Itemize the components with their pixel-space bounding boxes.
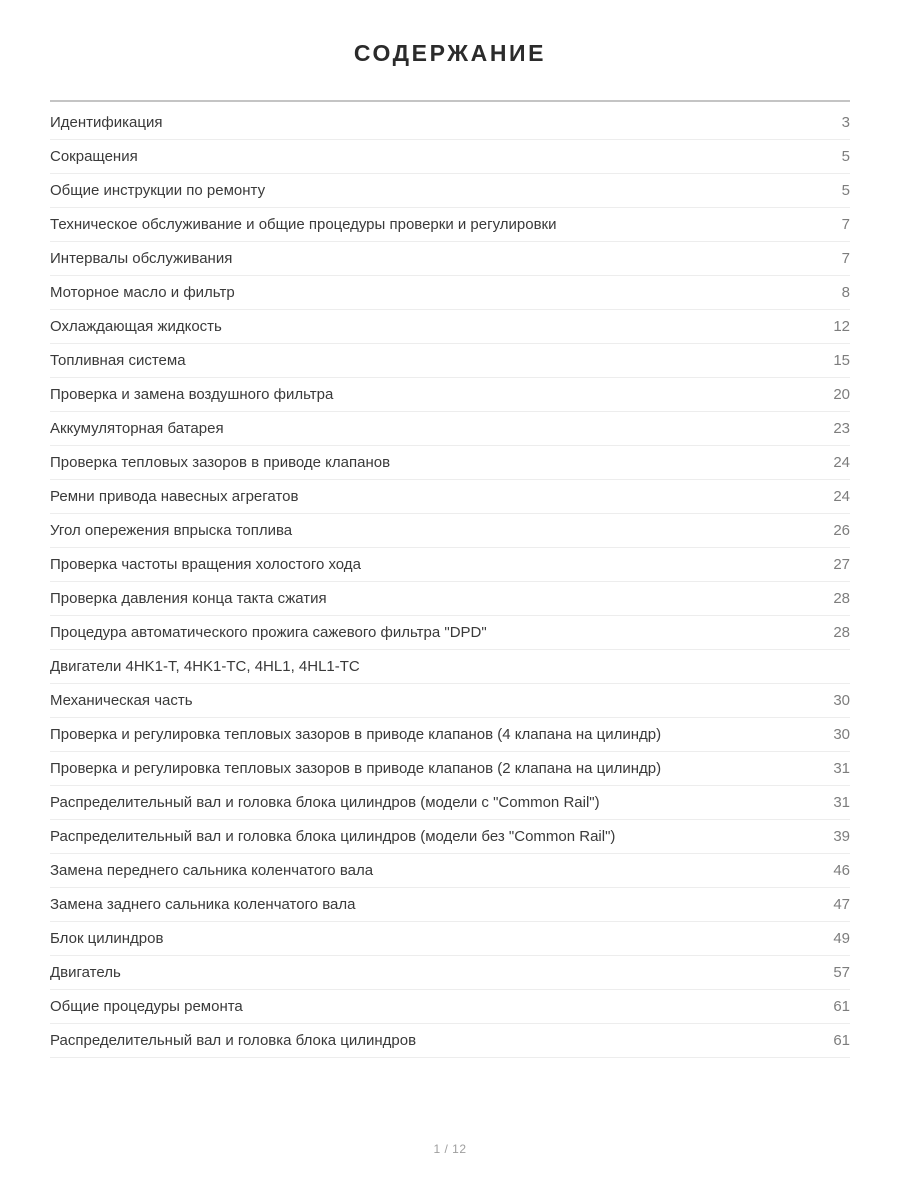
toc-entry-label[interactable]: Двигатели 4HK1-T, 4HK1-TC, 4HL1, 4HL1-TC [50,658,360,675]
toc-entry-page-number: 31 [833,760,850,777]
toc-row[interactable] [50,1024,850,1058]
toc-entry-label[interactable]: Моторное масло и фильтр [50,284,235,301]
toc-row[interactable] [50,820,850,854]
toc-entry-page-number: 39 [833,828,850,845]
toc-row[interactable] [50,140,850,174]
toc-entry-label[interactable]: Блок цилиндров [50,930,164,947]
toc-entry-page-number: 28 [833,624,850,641]
toc-entry-label[interactable]: Замена переднего сальника коленчатого вала [50,862,374,879]
toc-entry-label[interactable]: Ремни привода навесных агрегатов [50,488,299,505]
toc-entry-label[interactable]: Замена заднего сальника коленчатого вала [50,896,356,913]
toc-row[interactable] [50,344,850,378]
toc-row[interactable] [50,854,850,888]
toc-row[interactable] [50,650,850,684]
toc-row[interactable] [50,582,850,616]
toc-row[interactable] [50,480,850,514]
toc-entry-page-number: 28 [833,590,850,607]
toc-entry-label[interactable]: Распределительный вал и головка блока цилиндров (модели без "Common Rail") [50,828,616,845]
toc-entry-page-number: 5 [841,182,850,199]
toc-entry-page-number: 12 [833,318,850,335]
toc-entry-page-number: 8 [841,284,850,301]
toc-entry-label[interactable]: Охлаждающая жидкость [50,318,222,335]
page-title: СОДЕРЖАНИЕ [353,40,547,66]
toc-entry-label[interactable]: Проверка давления конца такта сжатия [50,590,327,607]
toc-row[interactable] [50,102,850,140]
toc-entry-page-number: 24 [833,488,850,505]
toc-entry-label[interactable]: Общие инструкции по ремонту [50,182,266,199]
toc-entry-label[interactable]: Топливная система [50,352,186,369]
toc-entry-page-number: 20 [833,386,850,403]
toc-row[interactable] [50,752,850,786]
toc-entry-page-number: 30 [833,692,850,709]
toc-entry-page-number: 5 [841,148,850,165]
toc-entry-page-number: 27 [833,556,850,573]
toc-row[interactable] [50,786,850,820]
toc-row[interactable] [50,276,850,310]
toc-entry-label[interactable]: Угол опережения впрыска топлива [50,522,293,539]
toc-entry-page-number: 49 [833,930,850,947]
toc-row[interactable] [50,956,850,990]
toc-entry-page-number: 61 [833,1032,850,1049]
toc-entry-label[interactable]: Механическая часть [50,692,193,709]
toc-entry-label[interactable]: Идентификация [50,114,163,131]
toc-entry-page-number: 7 [841,216,850,233]
toc-entry-label[interactable]: Общие процедуры ремонта [50,998,243,1015]
toc-entry-page-number: 47 [833,896,850,913]
toc-entry-page-number: 61 [833,998,850,1015]
toc-row[interactable] [50,684,850,718]
toc-entry-page-number: 15 [833,352,850,369]
toc-row[interactable] [50,548,850,582]
toc-entry-label[interactable]: Интервалы обслуживания [50,250,233,267]
toc-entry-page-number: 57 [833,964,850,981]
toc-entry-label[interactable]: Проверка и замена воздушного фильтра [50,386,334,403]
toc-entry-page-number: 26 [833,522,850,539]
toc-entry-label[interactable]: Распределительный вал и головка блока цилиндров [50,1032,417,1049]
toc-entry-page-number: 46 [833,862,850,879]
toc-entry-label[interactable]: Техническое обслуживание и общие процедуры проверки и регулировки [50,216,557,233]
toc-entry-label[interactable]: Проверка частоты вращения холостого хода [50,556,361,573]
toc-entry-label[interactable]: Двигатель [50,964,121,981]
toc-entry-label[interactable]: Распределительный вал и головка блока цилиндров (модели с "Common Rail") [50,794,600,811]
toc-entry-page-number: 7 [841,250,850,267]
toc-entry-page-number: 30 [833,726,850,743]
toc-entry-label[interactable]: Аккумуляторная батарея [50,420,224,437]
toc-row[interactable] [50,888,850,922]
toc-entry-page-number: 31 [833,794,850,811]
toc-entry-label[interactable]: Сокращения [50,148,138,165]
toc-entry-label[interactable]: Проверка и регулировка тепловых зазоров в приводе клапанов (2 клапана на цилиндр) [50,760,662,777]
toc-row[interactable] [50,446,850,480]
toc-row[interactable] [50,718,850,752]
toc-row[interactable] [50,174,850,208]
toc-row[interactable] [50,514,850,548]
toc-row[interactable] [50,990,850,1024]
toc-row[interactable] [50,922,850,956]
toc-entry-page-number: 23 [833,420,850,437]
toc-row[interactable] [50,310,850,344]
toc-entry-label[interactable]: Проверка тепловых зазоров в приводе клапанов [50,454,391,471]
toc-row[interactable] [50,208,850,242]
toc-row[interactable] [50,616,850,650]
toc-row[interactable] [50,242,850,276]
table-of-contents [50,100,850,1058]
toc-entry-page-number: 3 [841,114,850,131]
toc-row[interactable] [50,378,850,412]
toc-entry-label[interactable]: Процедура автоматического прожига сажевого фильтра "DPD" [50,624,487,641]
toc-row[interactable] [50,412,850,446]
toc-entry-page-number: 24 [833,454,850,471]
page-footer: 1 / 12 [433,1142,467,1156]
toc-entry-label[interactable]: Проверка и регулировка тепловых зазоров в приводе клапанов (4 клапана на цилиндр) [50,726,662,743]
